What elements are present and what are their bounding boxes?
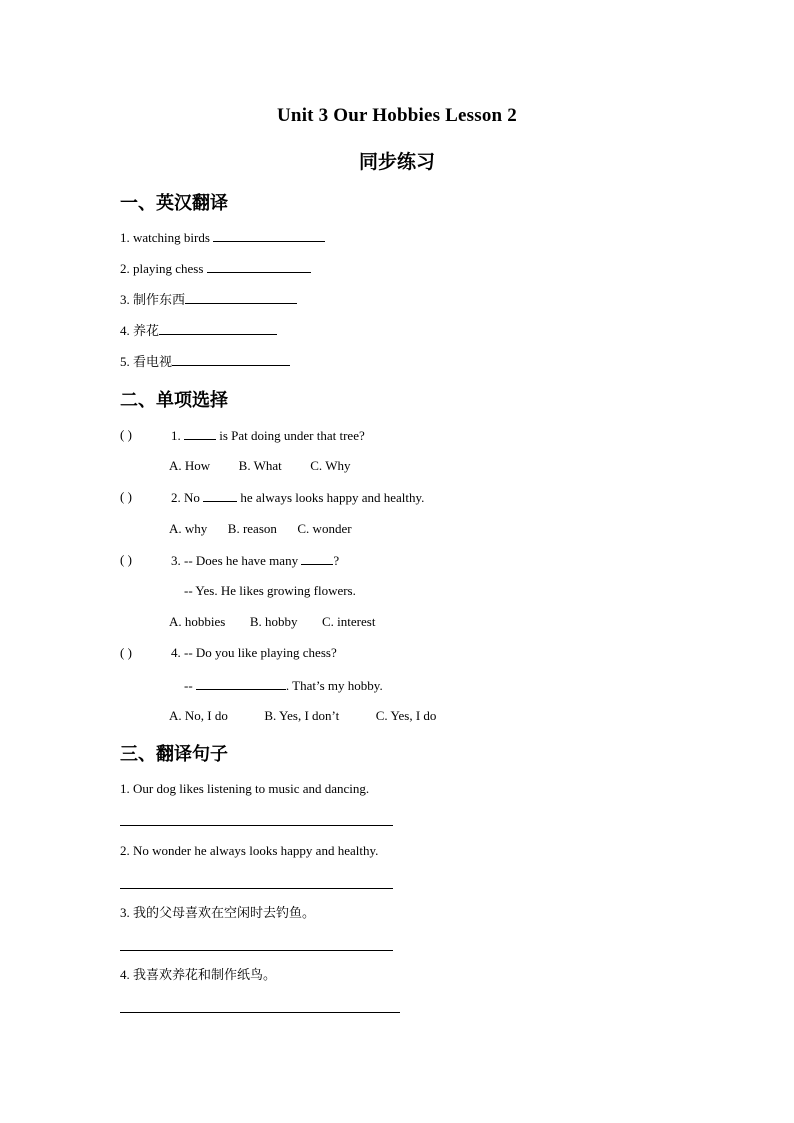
q4-option-b[interactable]: B. Yes, I don’t: [264, 708, 340, 723]
s1-item-4-text: 4. 养花: [120, 323, 160, 338]
s1-item-1-blank[interactable]: [213, 229, 325, 242]
worksheet-subtitle: 同步练习: [358, 151, 435, 173]
q1-answer-parens[interactable]: ( ): [120, 427, 132, 442]
q3-stem: [171, 552, 339, 569]
q2-answer-parens[interactable]: ( ): [120, 489, 132, 504]
q2-stem: [171, 489, 424, 506]
q3-option-b[interactable]: B. hobby: [249, 614, 298, 629]
s1-item-2-blank[interactable]: [207, 260, 311, 273]
q1-option-b[interactable]: B. What: [238, 458, 282, 473]
q4-reply-blank: [196, 677, 286, 690]
worksheet-title: Unit 3 Our Hobbies Lesson 2: [277, 105, 517, 126]
s3-item-3: 3. 我的父母喜欢在空闲时去钓鱼。: [120, 905, 316, 920]
s1-item-4: [120, 322, 277, 339]
q3-option-c[interactable]: C. interest: [322, 614, 376, 629]
s3-item-3-answer-line[interactable]: [120, 950, 393, 951]
q3-number: 3. -- Does he have many: [171, 553, 299, 568]
q1-blank: [184, 427, 216, 440]
s3-item-1: 1. Our dog likes listening to music and dancing.: [120, 781, 370, 796]
q3-option-a[interactable]: A. hobbies: [169, 614, 226, 629]
q2-option-b[interactable]: B. reason: [227, 521, 277, 536]
s1-item-2-text: 2. playing chess: [120, 261, 204, 276]
s3-item-2-answer-line[interactable]: [120, 888, 393, 889]
q3-options: [169, 614, 375, 630]
q4-option-a[interactable]: A. No, I do: [169, 708, 228, 723]
q2-blank: [203, 489, 237, 502]
s1-item-3-text: 3. 制作东西: [120, 292, 186, 307]
s1-item-5-text: 5. 看电视: [120, 354, 173, 369]
s1-item-3-blank[interactable]: [185, 291, 297, 304]
s1-item-5-blank[interactable]: [172, 353, 290, 366]
s1-item-5: [120, 353, 290, 370]
q1-option-c[interactable]: C. Why: [310, 458, 351, 473]
q1-stem: [171, 427, 365, 444]
q4-stem: 4. -- Do you like playing chess?: [171, 645, 337, 660]
q2-stem-text: he always looks happy and healthy.: [237, 490, 425, 505]
s1-item-1: [120, 229, 325, 246]
s1-item-4-blank[interactable]: [159, 322, 277, 335]
q4-answer-parens[interactable]: ( ): [120, 645, 132, 660]
q4-reply-prefix: --: [184, 678, 193, 693]
q2-option-a[interactable]: A. why: [169, 521, 208, 536]
s1-item-3: [120, 291, 297, 308]
s3-item-1-answer-line[interactable]: [120, 825, 393, 826]
q1-option-a[interactable]: A. How: [169, 458, 211, 473]
q3-stem-text: ?: [333, 553, 340, 568]
q2-number: 2. No: [171, 490, 200, 505]
q4-reply-suffix: . That’s my hobby.: [285, 678, 383, 693]
q1-number: 1.: [171, 428, 181, 443]
section3-heading: 三、翻译句子: [120, 744, 228, 765]
q2-options: [169, 521, 352, 537]
s3-item-4: 4. 我喜欢养花和制作纸鸟。: [120, 967, 277, 982]
s1-item-1-text: 1. watching birds: [120, 230, 210, 245]
q3-blank: [301, 552, 333, 565]
s3-item-4-answer-line[interactable]: [120, 1012, 400, 1013]
q3-reply: -- Yes. He likes growing flowers.: [184, 583, 356, 598]
s1-item-2: [120, 260, 311, 277]
s3-item-2: 2. No wonder he always looks happy and healthy.: [120, 843, 379, 858]
q1-stem-text: is Pat doing under that tree?: [216, 428, 365, 443]
q4-reply: [184, 677, 383, 694]
q1-options: [169, 458, 350, 474]
q4-options: [169, 708, 436, 724]
q4-option-c[interactable]: C. Yes, I do: [375, 708, 437, 723]
section2-heading: 二、单项选择: [120, 390, 228, 411]
section1-heading: 一、英汉翻译: [120, 193, 228, 214]
q2-option-c[interactable]: C. wonder: [297, 521, 352, 536]
q3-answer-parens[interactable]: ( ): [120, 552, 132, 567]
